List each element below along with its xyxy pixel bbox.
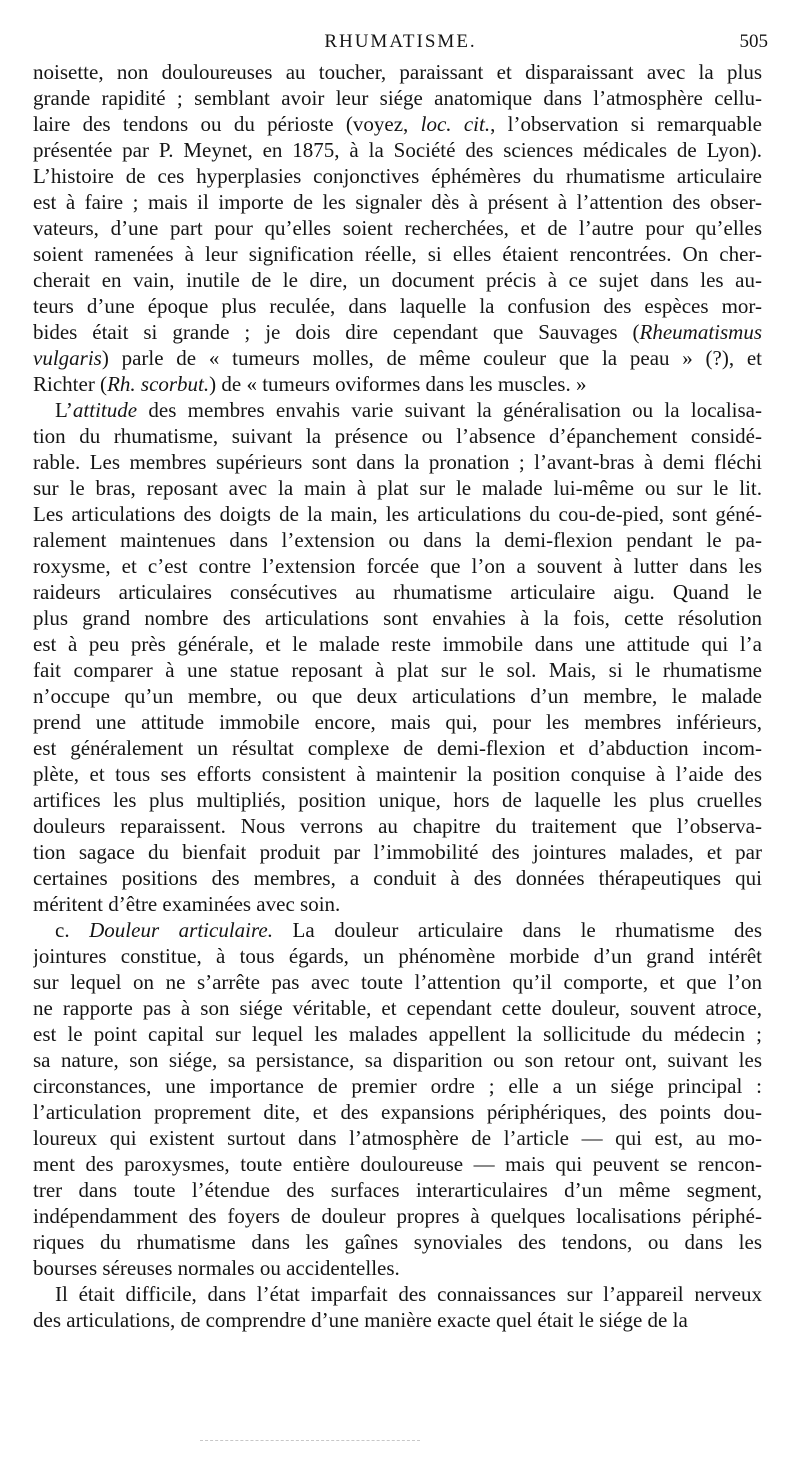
text-line <box>33 345 762 371</box>
text-line <box>33 917 762 943</box>
text-segment: sur le bras, reposant avec la main à plat sur le malade lui-même ou sur le lit. <box>33 476 762 500</box>
text-line <box>33 1021 762 1047</box>
text-segment: noisette, non douloureuses au toucher, paraissant et disparaissant avec la plus <box>33 60 762 84</box>
text-segment: des articulations, de comprendre d’une manière exacte quel était le siége de la <box>33 1308 688 1332</box>
text-segment: , l’observation si remarquable <box>490 112 762 136</box>
text-segment: ) parle de « tumeurs molles, de même couleur que la peau » (?), et <box>101 346 762 370</box>
text-segment: plus grand nombre des articulations sont envahies à la fois, cette résolution <box>33 606 762 630</box>
text-segment: riques du rhumatisme dans les gaînes synoviales des tendons, ou dans les <box>33 1230 762 1254</box>
text-line <box>33 813 762 839</box>
text-line <box>33 293 762 319</box>
text-line <box>33 111 762 137</box>
text-line <box>33 241 762 267</box>
text-line <box>33 839 762 865</box>
text-segment: méritent d’être examinées avec soin. <box>33 892 341 916</box>
text-line <box>33 59 762 85</box>
text-segment: ne rapporte pas à son siége véritable, et cependant cette douleur, souvent atroce, <box>33 996 762 1020</box>
text-line <box>33 215 762 241</box>
text-line <box>33 371 762 397</box>
scan-artifact-line <box>200 1440 420 1443</box>
text-line <box>33 865 762 891</box>
text-segment: vateurs, d’une part pour qu’elles soient recherchées, et de l’autre pour qu’elles <box>33 216 762 240</box>
text-line <box>33 319 762 345</box>
text-segment: l’articulation proprement dite, et des expansions périphériques, des points dou- <box>33 1100 762 1124</box>
text-line <box>33 1125 762 1151</box>
text-segment: tion du rhumatisme, suivant la présence ou l’absence d’épanchement considé- <box>33 424 762 448</box>
text-segment: prend une attitude immobile encore, mais qui, pour les membres inférieurs, <box>33 710 762 734</box>
running-title: RHUMATISME. <box>324 31 477 52</box>
text-segment: est le point capital sur lequel les malades appellent la sollicitude du médecin ; <box>33 1022 762 1046</box>
text-line <box>33 1229 762 1255</box>
text-segment: raideurs articulaires consécutives au rhumatisme articulaire aigu. Quand le <box>33 580 762 604</box>
text-line <box>33 1281 762 1307</box>
text-line <box>33 995 762 1021</box>
text-line <box>33 1047 762 1073</box>
page-number: 505 <box>739 31 768 52</box>
text-line <box>33 735 762 761</box>
italic-text: Rh. scorbut. <box>107 372 210 396</box>
italic-text: loc. cit. <box>420 112 491 136</box>
text-segment: est généralement un résultat complexe de demi-flexion et d’abduction incom- <box>33 736 762 760</box>
text-segment: c. <box>55 918 90 942</box>
text-segment: rable. Les membres supérieurs sont dans la pronation ; l’avant-bras à demi fléchi <box>33 450 762 474</box>
text-segment: bides était si grande ; je dois dire cependant que Sauvages ( <box>33 320 640 344</box>
text-segment: L’histoire de ces hyperplasies conjonctives éphémères du rhumatisme articulaire <box>33 164 762 188</box>
text-segment: fait comparer à une statue reposant à plat sur le sol. Mais, si le rhumatisme <box>33 658 762 682</box>
text-segment: ment des paroxysmes, toute entière douloureuse — mais qui peuvent se rencon- <box>33 1152 762 1176</box>
text-segment: douleurs reparaissent. Nous verrons au chapitre du traitement que l’observa- <box>33 814 762 838</box>
text-line <box>33 605 762 631</box>
text-segment: trer dans toute l’étendue des surfaces interarticulaires d’un même segment, <box>33 1178 762 1202</box>
text-segment: loureux qui existent surtout dans l’atmosphère de l’article — qui est, au mo- <box>33 1126 762 1150</box>
text-segment: sa nature, son siége, sa persistance, sa disparition ou son retour ont, suivant les <box>33 1048 762 1072</box>
text-line <box>33 397 762 423</box>
text-segment: n’occupe qu’un membre, ou que deux articulations d’un membre, le malade <box>33 684 762 708</box>
text-line <box>33 1073 762 1099</box>
text-segment: cherait en vain, inutile de le dire, un document précis à ce sujet dans les au- <box>33 268 762 292</box>
text-segment: Richter ( <box>33 372 108 396</box>
text-segment: est à peu près générale, et le malade reste immobile dans une attitude qui l’a <box>33 632 762 656</box>
text-segment: La douleur articulaire dans le rhumatisme des <box>272 918 762 942</box>
text-segment: grande rapidité ; semblant avoir leur siége anatomique dans l’atmosphère cellu- <box>33 86 762 110</box>
italic-text: Rheumatismus <box>639 320 762 344</box>
text-segment: Il était difficile, dans l’état imparfait des connaissances sur l’appareil nerveux <box>55 1282 762 1306</box>
text-line <box>33 189 762 215</box>
text-line <box>33 449 762 475</box>
text-line <box>33 787 762 813</box>
text-segment: artifices les plus multipliés, position unique, hors de laquelle les plus cruelles <box>33 788 762 812</box>
text-segment: L’ <box>55 398 73 422</box>
text-segment: Les articulations des doigts de la main, les articulations du cou-de-pied, sont géné- <box>33 502 762 526</box>
text-line <box>33 163 762 189</box>
text-segment: circonstances, une importance de premier ordre ; elle a un siége principal : <box>33 1074 762 1098</box>
text-segment: ralement maintenues dans l’extension ou dans la demi-flexion pendant le pa- <box>33 528 762 552</box>
italic-text: attitude <box>72 398 138 422</box>
text-segment: ) de « tumeurs oviformes dans les muscles. » <box>209 372 587 396</box>
text-line <box>33 553 762 579</box>
text-segment: présentée par P. Meynet, en 1875, à la Société des sciences médicales de Lyon). <box>33 138 762 162</box>
text-segment: jointures constitue, à tous égards, un phénomène morbide d’un grand intérêt <box>33 944 762 968</box>
text-line <box>33 1203 762 1229</box>
text-line <box>33 137 762 163</box>
page-header <box>33 27 768 57</box>
text-line <box>33 891 762 917</box>
body-text <box>33 59 762 1333</box>
text-line <box>33 423 762 449</box>
text-segment: sur lequel on ne s’arrête pas avec toute l’attention qu’il comporte, et que l’on <box>33 970 762 994</box>
text-line <box>33 501 762 527</box>
text-line <box>33 943 762 969</box>
text-segment: certaines positions des membres, a conduit à des données thérapeutiques qui <box>33 866 762 890</box>
text-segment: soient ramenées à leur signification réelle, si elles étaient rencontrées. On cher- <box>33 242 762 266</box>
text-segment: indépendamment des foyers de douleur propres à quelques localisations périphé- <box>33 1204 762 1228</box>
text-line <box>33 683 762 709</box>
text-line <box>33 527 762 553</box>
text-segment: plète, et tous ses efforts consistent à maintenir la position conquise à l’aide des <box>33 762 762 786</box>
text-line <box>33 969 762 995</box>
text-segment: bourses séreuses normales ou accidentelles. <box>33 1256 400 1280</box>
text-segment: laire des tendons ou du périoste (voyez, <box>33 112 421 136</box>
italic-text: Douleur articulaire. <box>89 918 273 942</box>
text-line <box>33 657 762 683</box>
text-line <box>33 1177 762 1203</box>
text-line <box>33 579 762 605</box>
text-line <box>33 1255 762 1281</box>
text-line <box>33 761 762 787</box>
text-segment: est à faire ; mais il importe de les signaler dès à présent à l’attention des obser- <box>33 190 762 214</box>
text-segment: tion sagace du bienfait produit par l’immobilité des jointures malades, et par <box>33 840 762 864</box>
text-line <box>33 631 762 657</box>
text-line <box>33 267 762 293</box>
text-segment: roxysme, et c’est contre l’extension forcée que l’on a souvent à lutter dans les <box>33 554 762 578</box>
text-line <box>33 1151 762 1177</box>
text-line <box>33 475 762 501</box>
text-line <box>33 1307 762 1333</box>
text-line <box>33 85 762 111</box>
italic-text: vulgaris <box>33 346 102 370</box>
text-segment: des membres envahis varie suivant la généralisation ou la localisa- <box>137 398 762 422</box>
text-segment: teurs d’une époque plus reculée, dans laquelle la confusion des espèces mor- <box>33 294 762 318</box>
text-line <box>33 1099 762 1125</box>
text-line <box>33 709 762 735</box>
